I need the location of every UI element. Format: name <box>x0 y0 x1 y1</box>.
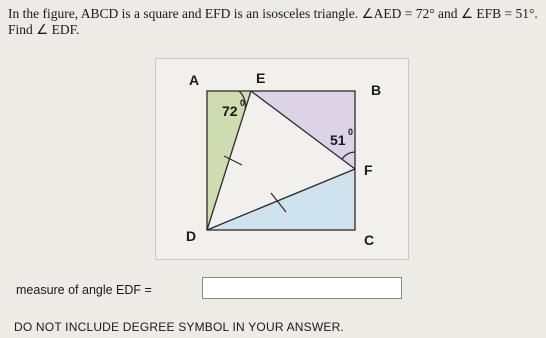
geometry-figure <box>155 58 409 260</box>
angle-degree-aed: 0 <box>240 98 246 108</box>
angle-label-aed: 72 <box>222 103 238 119</box>
label-a: A <box>189 72 200 88</box>
label-d: D <box>186 228 197 244</box>
label-b: B <box>371 82 382 98</box>
answer-input[interactable] <box>202 277 402 299</box>
angle-degree-efb: 0 <box>348 127 354 137</box>
question-text: In the figure, ABCD is a square and EFD is an isosceles triangle. ∠AED = 72° and ∠ EFB = 51°. Find ∠ EDF. <box>8 6 538 37</box>
answer-label: measure of angle EDF = <box>16 283 152 297</box>
label-c: C <box>364 232 375 248</box>
label-e: E <box>256 70 266 86</box>
square-diagram <box>156 59 408 259</box>
instruction-text: DO NOT INCLUDE DEGREE SYMBOL IN YOUR ANSWER. <box>14 320 344 334</box>
label-f: F <box>364 162 373 178</box>
angle-label-efb: 51 <box>330 132 346 148</box>
